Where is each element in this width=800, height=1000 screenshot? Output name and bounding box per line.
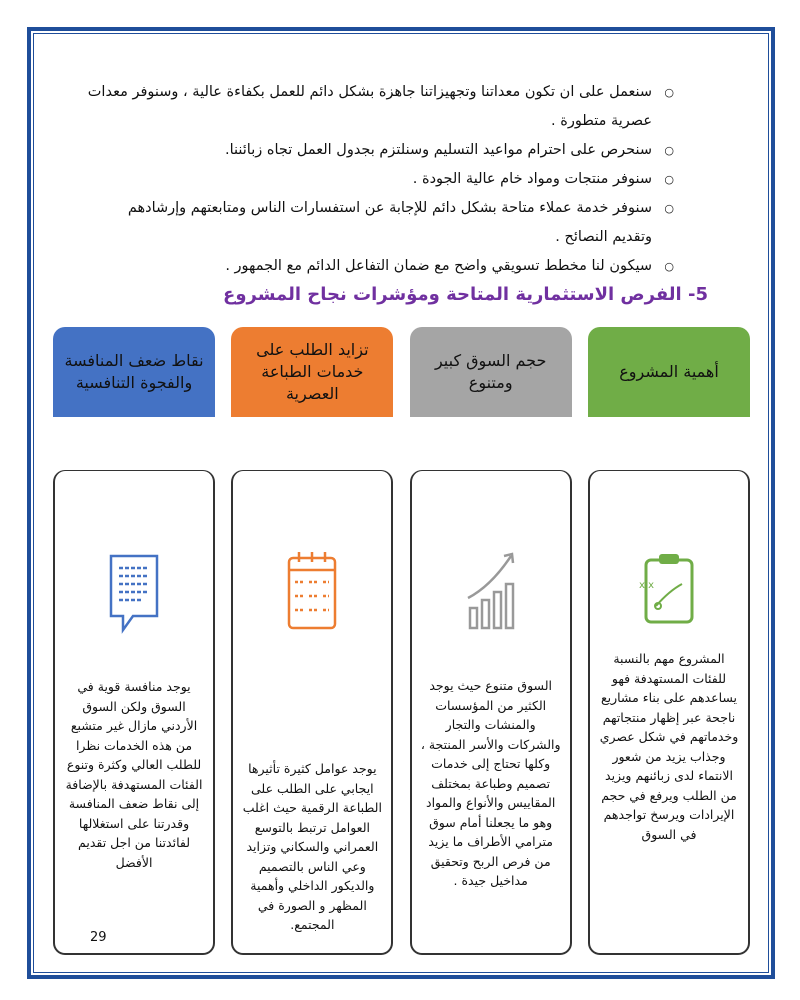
card-text: يوجد عوامل كثيرة تأثيرها ايجابي على الطلب على الطباعة الرقمية حيث اغلب العوامل ترتبط بالتوسع العمراني والسكاني وتزايد وعي الناس بالتصميم والديكور الداخلي وأهمية المظهر و الصورة في المجتمع. xyxy=(242,761,382,932)
bullet-item: ○ سيكون لنا مخطط تسويقي واضح مع ضمان التفاعل الدائم مع الجمهور . xyxy=(85,252,680,281)
calendar-checklist-icon xyxy=(277,546,347,636)
document-chat-icon xyxy=(99,546,169,636)
card-demand-growth xyxy=(231,470,393,955)
header-demand-growth: تزايد الطلب على خدمات الطباعة العصرية xyxy=(231,327,393,417)
column-cards xyxy=(53,470,750,955)
card-competition-gaps xyxy=(53,470,215,955)
page-number: 29 xyxy=(90,930,107,945)
header-project-importance: أهمية المشروع xyxy=(588,327,750,417)
clipboard-strategy-icon xyxy=(634,546,704,636)
bullet-item: ○ سنوفر خدمة عملاء متاحة بشكل دائم للإجابة عن استفسارات الناس ومتابعتهم وإرشادهم وتقديم النصائح . xyxy=(85,194,680,252)
bullet-list xyxy=(85,78,680,281)
card-market-size xyxy=(410,470,572,955)
card-text: السوق متنوع حيث يوجد الكثير من المؤسسات والمنشات والتجار والشركات والأسر المنتجة ، وكلها تحتاج إلى خدمات تصميم وطباعة بمختلف المقاييس والأنواع والمواد وهو ما يجعلنا أمام سوق مترامي الأطراف ما يزيد من فرص الربح وتحقيق مداخيل جيدة . xyxy=(420,678,561,888)
svg-text:x x: x x xyxy=(638,580,654,591)
bullet-item: ○ سنحرص على احترام مواعيد التسليم وسنلتزم بجدول العمل تجاه زبائننا. xyxy=(85,136,680,165)
card-project-importance xyxy=(588,470,750,955)
header-competition-gaps: نقاط ضعف المنافسة والفجوة التنافسية xyxy=(53,327,215,417)
section-heading: 5- الفرص الاستثمارية المتاحة ومؤشرات نجاح المشروع xyxy=(223,284,708,305)
card-text: يوجد منافسة قوية في السوق ولكن السوق الأردني مازال غير متشبع من هذه الخدمات نظرا للطلب العالي وكثرة وتنوع الفئات المستهدفة بالإضافة إلى نقاط ضعف المنافسة وقدرتنا على استغلالها لفائدتنا من اجل تقديم الأفضل xyxy=(65,679,203,870)
card-text: المشروع مهم بالنسبة للفئات المستهدفة فهو يساعدهم على بناء مشاريع ناجحة عبر إظهار منتجاتهم وخدماتهم في شكل عصري وجذاب يزيد من شعور الانتماء لدى زبائنهم ويزيد من الطلب ويرفع في حجم الإيرادات ويرسخ تواجدهم في السوق xyxy=(599,651,739,842)
growth-chart-icon xyxy=(456,546,526,636)
bullet-item: ○ سنعمل على ان تكون معداتنا وتجهيزاتنا جاهزة بشكل دائم للعمل بكفاءة عالية ، وسنوفر معدات عصرية متطورة . xyxy=(85,78,680,136)
header-market-size: حجم السوق كبير ومتنوع xyxy=(410,327,572,417)
column-headers xyxy=(53,327,750,417)
bullet-item: ○ سنوفر منتجات ومواد خام عالية الجودة . xyxy=(85,165,680,194)
